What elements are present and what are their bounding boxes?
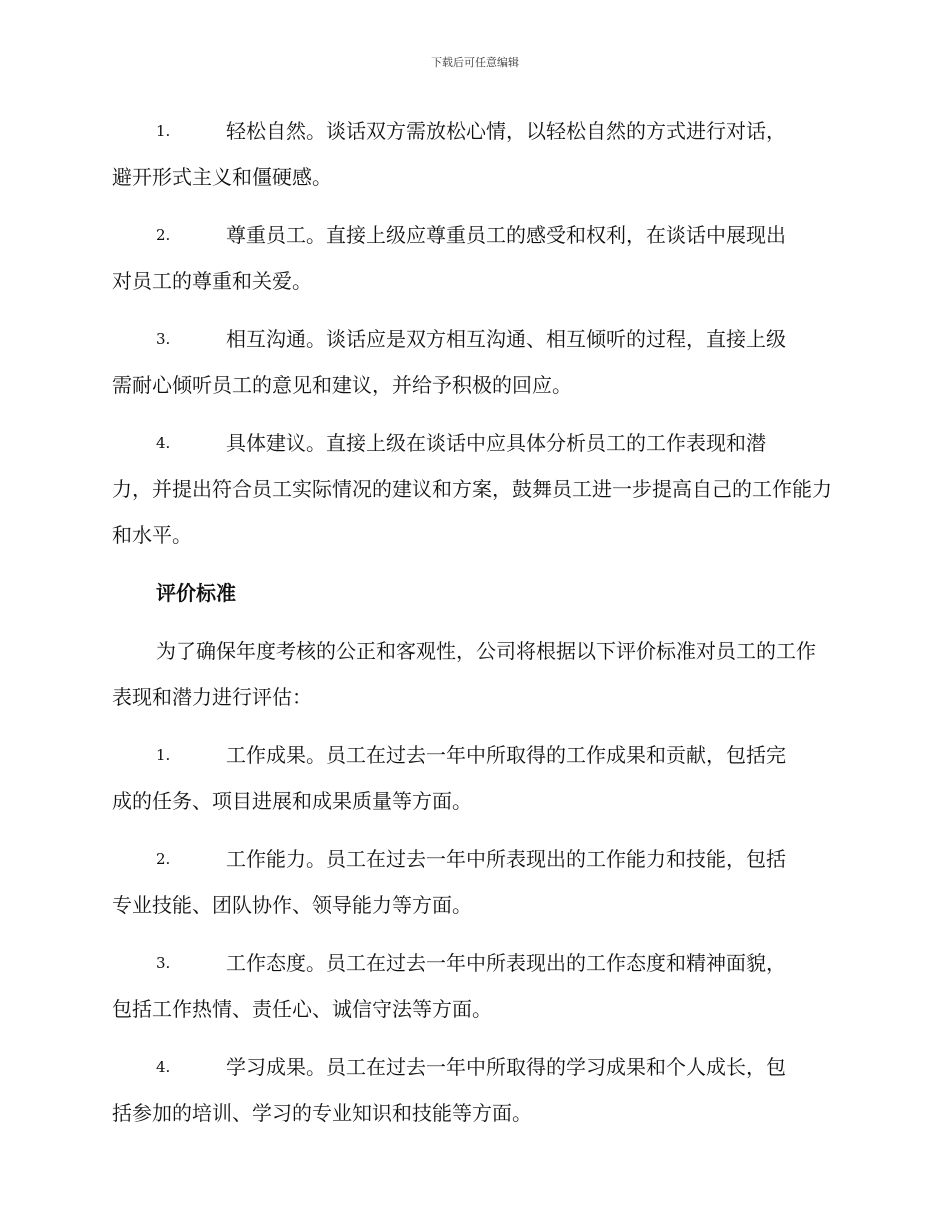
list-number: 1. [156, 122, 171, 140]
list-item-first-line: 轻松自然。谈话双方需放松心情，以轻松自然的方式进行对话， [226, 119, 786, 143]
list-item [112, 732, 834, 824]
list-number: 3. [156, 330, 171, 348]
list-item-first-line: 工作成果。员工在过去一年中所取得的工作成果和贡献，包括完 [226, 743, 786, 767]
list-item-first-line: 相互沟通。谈话应是双方相互沟通、相互倾听的过程，直接上级 [226, 327, 786, 351]
list-item-first-line: 工作态度。员工在过去一年中所表现出的工作态度和精神面貌， [226, 951, 786, 975]
section-intro: 为了确保年度考核的公正和客观性，公司将根据以下评价标准对员工的工作表现和潜力进行评估： [112, 639, 816, 709]
list-item-continuation: 避开形式主义和僵硬感。 [112, 165, 332, 189]
list-item-continuation: 对员工的尊重和关爱。 [112, 269, 312, 293]
list-item [112, 1044, 834, 1136]
page-header: 下载后可任意编辑 [431, 56, 519, 69]
list-item-first-line: 工作能力。员工在过去一年中所表现出的工作能力和技能，包括 [226, 847, 786, 871]
list-item-continuation: 专业技能、团队协作、领导能力等方面。 [112, 893, 472, 917]
list-number: 2. [156, 850, 171, 868]
list-item-continuation: 力，并提出符合员工实际情况的建议和方案，鼓舞员工进一步提高自己的工作能力和水平。 [112, 477, 832, 547]
list-item [112, 836, 834, 928]
list-number: 1. [156, 746, 171, 764]
list-number: 3. [156, 954, 171, 972]
list-item [112, 316, 834, 408]
list-item-first-line: 学习成果。员工在过去一年中所取得的学习成果和个人成长，包 [226, 1055, 786, 1079]
list-item-continuation: 括参加的培训、学习的专业知识和技能等方面。 [112, 1101, 532, 1125]
list-number: 2. [156, 226, 171, 244]
list-item-first-line: 尊重员工。直接上级应尊重员工的感受和权利，在谈话中展现出 [226, 223, 786, 247]
list-item-continuation: 包括工作热情、责任心、诚信守法等方面。 [112, 997, 492, 1021]
list-item-continuation: 需耐心倾听员工的意见和建议，并给予积极的回应。 [112, 373, 572, 397]
list-item [112, 108, 834, 200]
list-number: 4. [156, 434, 171, 452]
list-item [112, 212, 834, 304]
list-item [112, 940, 834, 1032]
section-heading: 评价标准 [156, 581, 236, 605]
list-item-continuation: 成的任务、项目进展和成果质量等方面。 [112, 789, 472, 813]
list-number: 4. [156, 1058, 171, 1076]
list-item-first-line: 具体建议。直接上级在谈话中应具体分析员工的工作表现和潜 [226, 431, 766, 455]
document-body [112, 108, 834, 1148]
list-item [112, 420, 834, 558]
